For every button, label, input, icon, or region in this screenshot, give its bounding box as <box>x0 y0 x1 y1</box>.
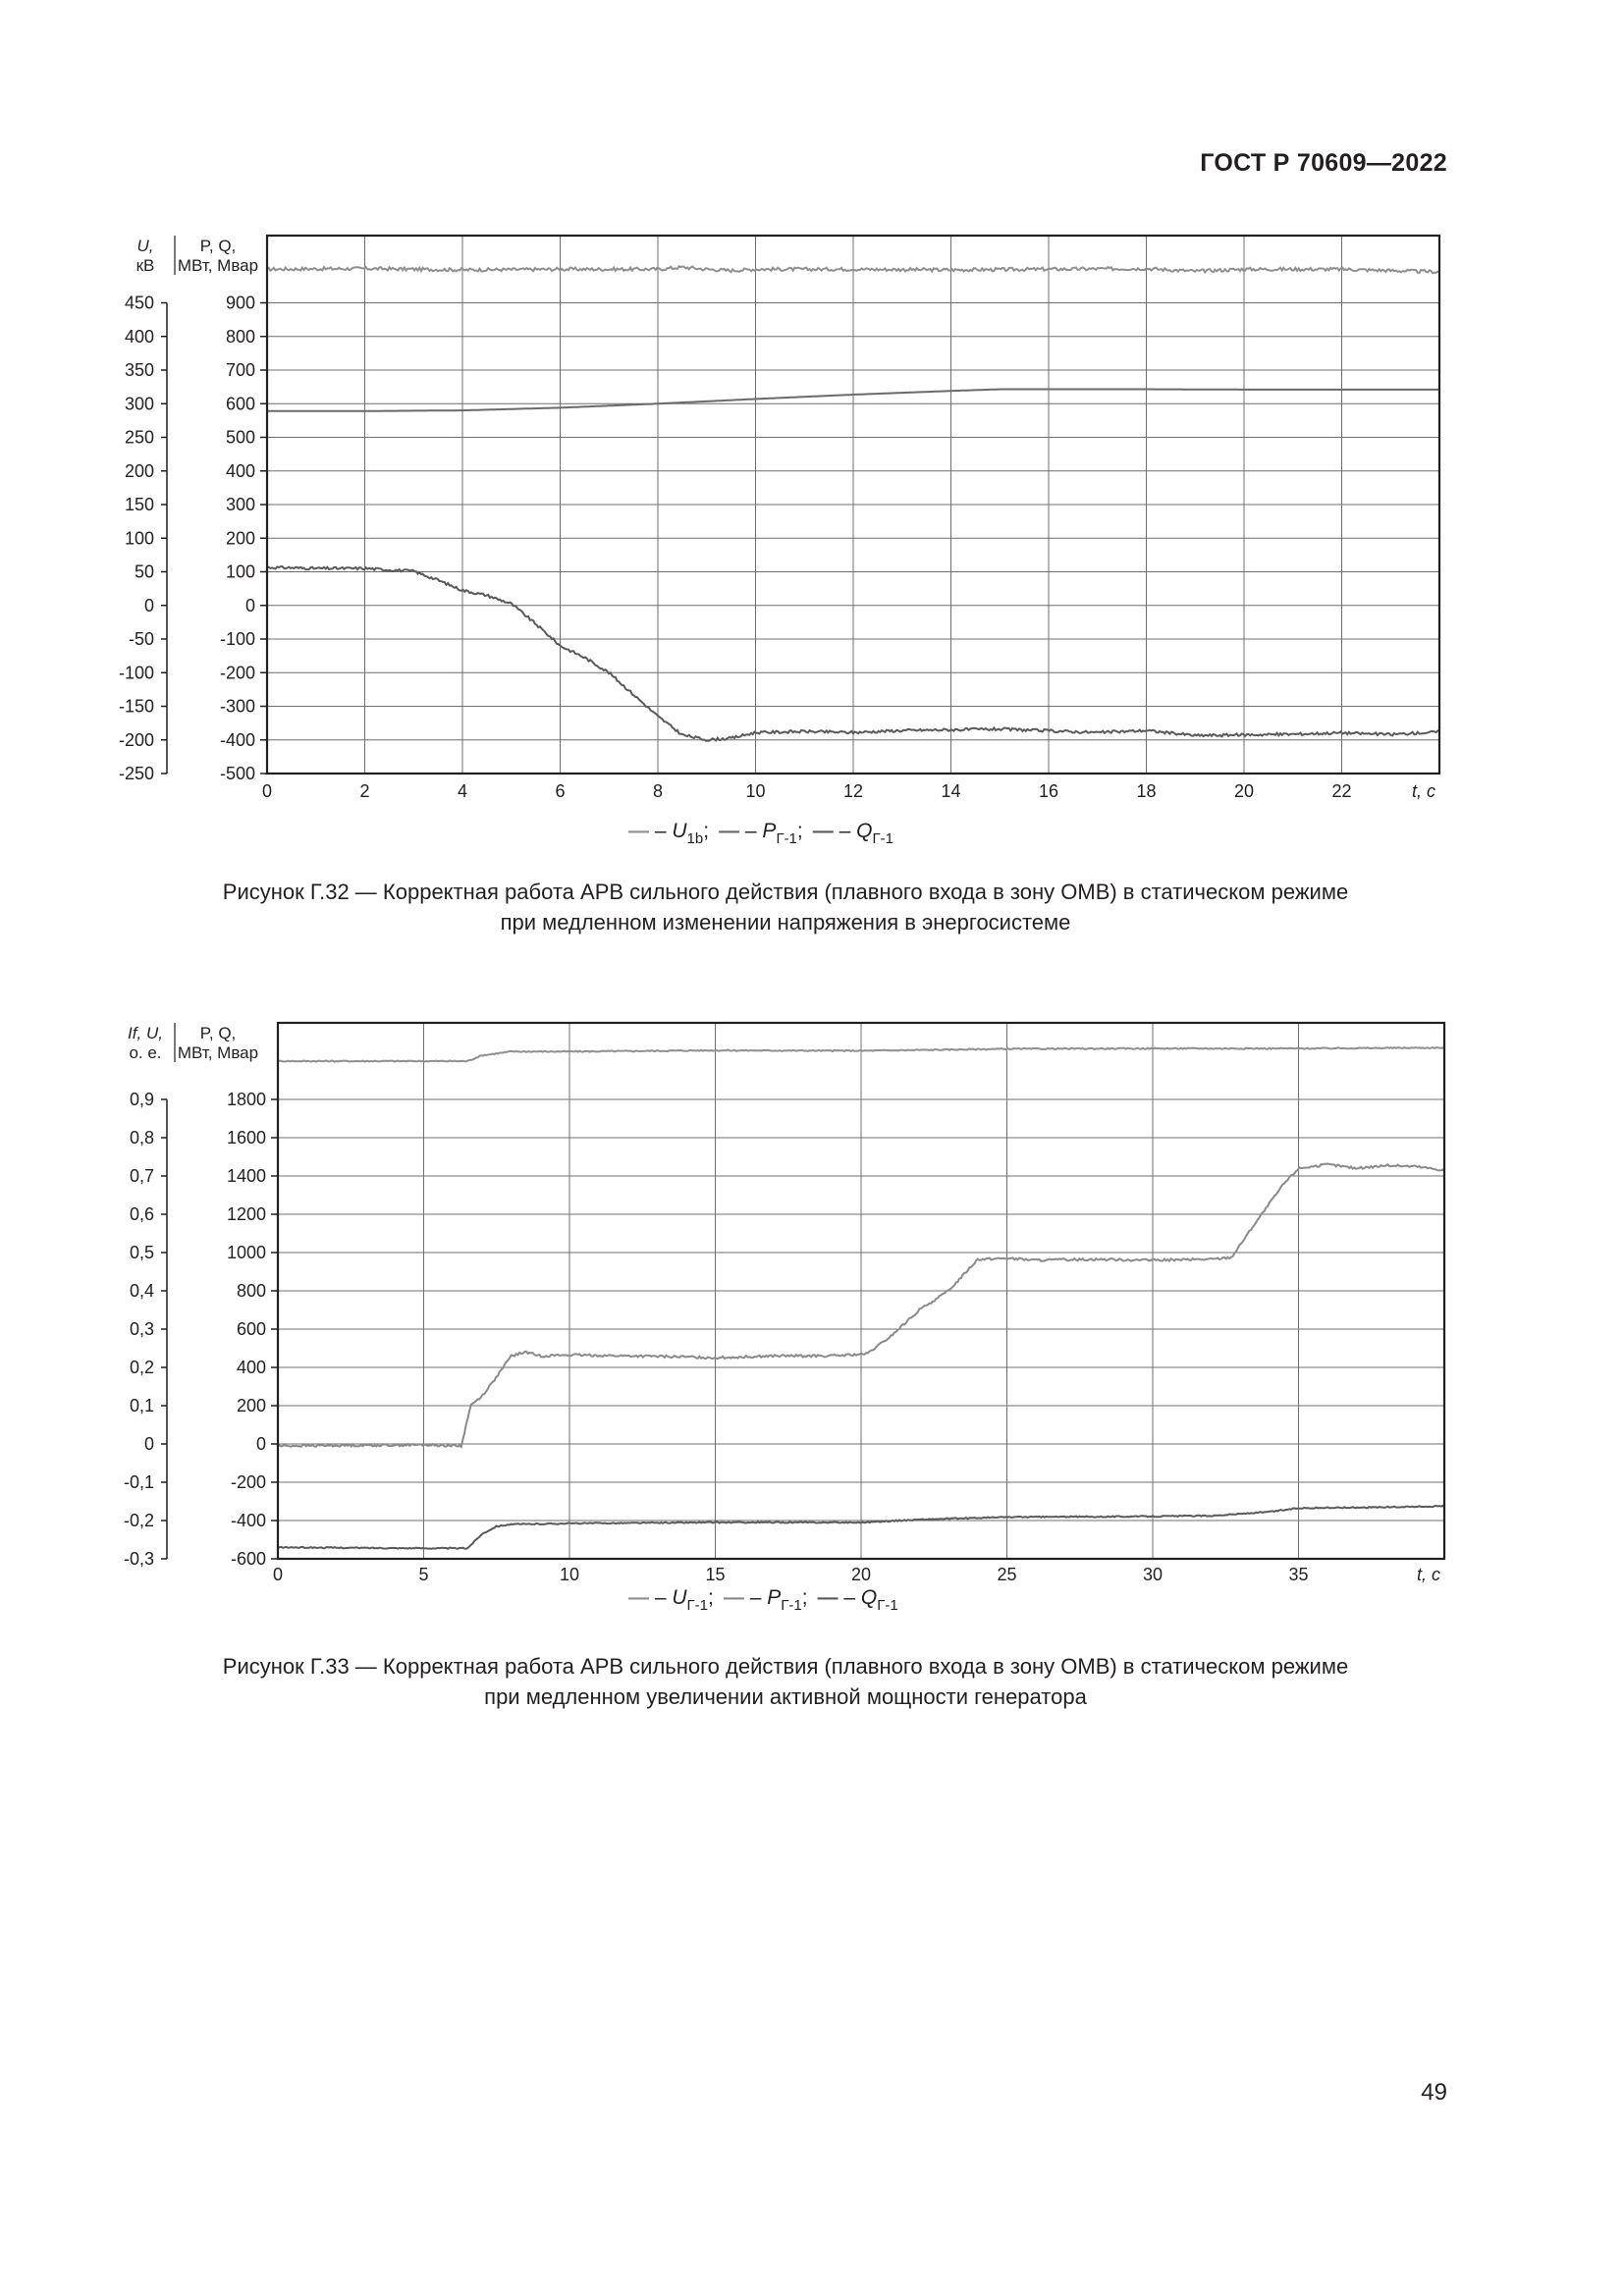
x-axis-tick-label: 14 <box>941 781 961 801</box>
left-axis-tick-label: 0 <box>143 1434 154 1454</box>
x-axis-tick-label: 30 <box>1142 1565 1164 1584</box>
chart-figure-g32 <box>0 216 1624 864</box>
left-axis-tick-label: 300 <box>124 394 154 414</box>
legend-subscript: Г-1 <box>877 1597 898 1614</box>
right-axis-tick-label: 900 <box>225 293 255 313</box>
grid-group <box>278 1023 1444 1559</box>
legend-subscript: Г-1 <box>781 1597 802 1614</box>
right-axis-tick-label: -500 <box>219 764 255 783</box>
legend-line-marker: — <box>719 820 745 842</box>
left-axis-tick-label: -0,1 <box>123 1472 154 1492</box>
caption-line-1: Рисунок Г.32 — Корректная работа АРВ сильного действия (плавного входа в зону ОМВ) в статическом режиме <box>222 880 1349 904</box>
legend-line-marker: — <box>817 1586 844 1609</box>
x-axis-unit-label: t, c <box>1416 1565 1440 1584</box>
left-axis-tick-label: -150 <box>118 696 154 717</box>
right-axis-tick-label: -300 <box>219 696 255 717</box>
right-axis-label-line2: МВт, Мвар <box>177 256 259 275</box>
legend-dash: – <box>843 1586 861 1609</box>
right-axis-tick-label: 800 <box>236 1281 266 1301</box>
legend-line-marker: — <box>628 820 655 842</box>
legend-subscript: Г-1 <box>686 1597 708 1614</box>
right-axis-tick-label: -200 <box>219 663 255 683</box>
caption-line-1: Рисунок Г.33 — Корректная работа АРВ сильного действия (плавного входа в зону ОМВ) в статическом режиме <box>222 1654 1349 1679</box>
right-axis-tick-label: 1000 <box>226 1243 266 1262</box>
x-axis-tick-label: 8 <box>652 781 664 801</box>
right-axis-tick-label: -400 <box>219 729 255 750</box>
legend-dash: – <box>654 1586 673 1609</box>
left-axis-label-line1: If, U, <box>128 1024 163 1042</box>
left-axis-tick-label: 100 <box>124 528 154 549</box>
right-axis-tick-label: 800 <box>225 326 255 347</box>
right-axis-tick-label: 100 <box>225 561 255 582</box>
right-axis-tick-label: 600 <box>236 1319 266 1339</box>
left-axis-tick-label: 0,2 <box>129 1358 154 1377</box>
left-axis-tick-label: 50 <box>134 561 154 582</box>
right-axis-tick-label: 0 <box>244 595 255 615</box>
x-axis-tick-label: 20 <box>850 1565 872 1584</box>
right-axis-tick-label: 300 <box>225 495 255 514</box>
left-axis-tick-label: -250 <box>118 764 154 783</box>
legend-line-marker: — <box>812 820 839 842</box>
x-axis-tick-label: 22 <box>1331 781 1352 801</box>
left-axis-tick-label: 0 <box>143 595 154 615</box>
right-axis-tick-label: -400 <box>230 1511 266 1530</box>
legend-subscript: 1b <box>686 830 704 847</box>
right-axis-label-line1: P, Q, <box>199 1024 237 1042</box>
legend-dash: – <box>744 820 763 842</box>
legend-dash: – <box>749 1586 768 1609</box>
right-axis-label-line1: P, Q, <box>199 237 237 255</box>
right-axis-label-line2: МВт, Мвар <box>177 1043 259 1062</box>
legend-separator: ; <box>796 820 803 842</box>
caption-line-2: при медленном изменении напряжения в энергосистеме <box>500 910 1071 934</box>
x-axis-tick-label: 0 <box>261 781 273 801</box>
legend-subscript: Г-1 <box>872 830 893 847</box>
x-axis-tick-label: 2 <box>359 781 370 801</box>
x-axis-tick-label: 10 <box>559 1565 580 1584</box>
x-axis-tick-label: 4 <box>457 781 468 801</box>
left-axis-tick-label: 0,3 <box>129 1319 154 1339</box>
legend-separator: ; <box>703 820 710 842</box>
left-axis-tick-label: 450 <box>124 293 154 313</box>
legend-line-marker: — <box>723 1586 750 1609</box>
left-axis-tick-label: -100 <box>118 663 154 683</box>
right-axis-tick-label: 400 <box>225 460 255 481</box>
legend-symbol: Q <box>860 1586 878 1609</box>
legend-dash: – <box>839 820 857 842</box>
right-axis-tick-label: 1800 <box>226 1090 266 1109</box>
page-number: 49 <box>1421 2079 1447 2106</box>
legend-symbol: U <box>672 820 687 842</box>
left-axis-tick-label: 0,7 <box>129 1166 154 1186</box>
x-axis-tick-label: 35 <box>1288 1565 1309 1584</box>
left-axis-tick-label: -0,2 <box>123 1511 154 1530</box>
legend-line-marker: — <box>628 1586 655 1609</box>
x-axis-tick-label: 6 <box>555 781 566 801</box>
legend-separator: ; <box>708 1586 714 1609</box>
left-axis-tick-label: 0,4 <box>129 1281 154 1301</box>
right-axis-tick-label: 200 <box>236 1396 266 1415</box>
document-header: ГОСТ Р 70609—2022 <box>1200 149 1447 177</box>
right-axis-tick-label: 1200 <box>226 1204 266 1224</box>
legend <box>628 820 893 847</box>
right-axis-tick-label: 600 <box>225 394 255 414</box>
left-axis-label-line2: кВ <box>135 256 155 275</box>
x-axis-tick-label: 20 <box>1233 781 1255 801</box>
figure-caption-g32 <box>98 877 1473 937</box>
right-axis-tick-label: 1400 <box>226 1166 266 1186</box>
left-axis-tick-label: -50 <box>128 629 154 649</box>
legend <box>628 1586 898 1614</box>
legend-symbol: U <box>672 1586 687 1609</box>
x-axis-tick-label: 25 <box>997 1565 1017 1584</box>
right-axis-tick-label: 0 <box>255 1434 266 1454</box>
legend-separator: ; <box>801 1586 808 1609</box>
legend-symbol: P <box>762 820 777 842</box>
x-axis-unit-label: t, c <box>1411 781 1435 801</box>
right-axis-tick-label: 400 <box>236 1358 266 1377</box>
left-axis-tick-label: 0,6 <box>129 1204 154 1224</box>
right-axis-tick-label: -200 <box>230 1472 266 1492</box>
x-axis-tick-label: 16 <box>1038 781 1059 801</box>
x-axis-tick-label: 10 <box>745 781 766 801</box>
right-axis-tick-label: -100 <box>219 629 255 649</box>
legend-symbol: Q <box>856 820 873 842</box>
legend-symbol: P <box>767 1586 782 1609</box>
right-axis-tick-label: 700 <box>225 360 255 380</box>
left-axis-tick-label: 400 <box>124 326 154 347</box>
chart-figure-g33 <box>0 1011 1624 1639</box>
left-axis-tick-label: 200 <box>124 460 154 481</box>
left-axis-tick-label: 0,9 <box>129 1090 154 1109</box>
left-axis-label-line1: U, <box>136 237 154 255</box>
right-axis-tick-label: -600 <box>230 1549 266 1569</box>
left-axis-tick-label: 250 <box>124 427 154 448</box>
x-axis-tick-label: 12 <box>842 781 864 801</box>
right-axis-tick-label: 1600 <box>226 1128 266 1148</box>
right-axis-tick-label: 200 <box>225 528 255 549</box>
grid-group <box>267 236 1439 774</box>
x-axis-tick-label: 18 <box>1136 781 1157 801</box>
left-axis-tick-label: 0,1 <box>129 1396 154 1415</box>
x-axis-tick-label: 15 <box>705 1565 726 1584</box>
left-axis-tick-label: -200 <box>118 729 154 750</box>
left-axis-tick-label: 0,8 <box>129 1128 154 1148</box>
right-axis-tick-label: 500 <box>225 427 255 448</box>
x-axis-tick-label: 5 <box>418 1565 429 1584</box>
legend-dash: – <box>654 820 673 842</box>
caption-line-2: при медленном увеличении активной мощности генератора <box>484 1684 1087 1709</box>
left-axis-tick-label: 350 <box>124 360 154 380</box>
legend-subscript: Г-1 <box>776 830 797 847</box>
left-axis-label-line2: о. е. <box>129 1043 162 1062</box>
figure-caption-g33 <box>98 1651 1473 1712</box>
left-axis-tick-label: -0,3 <box>123 1549 154 1569</box>
left-axis-tick-label: 0,5 <box>129 1243 154 1262</box>
x-axis-tick-label: 0 <box>272 1565 284 1584</box>
left-axis-tick-label: 150 <box>124 495 154 514</box>
